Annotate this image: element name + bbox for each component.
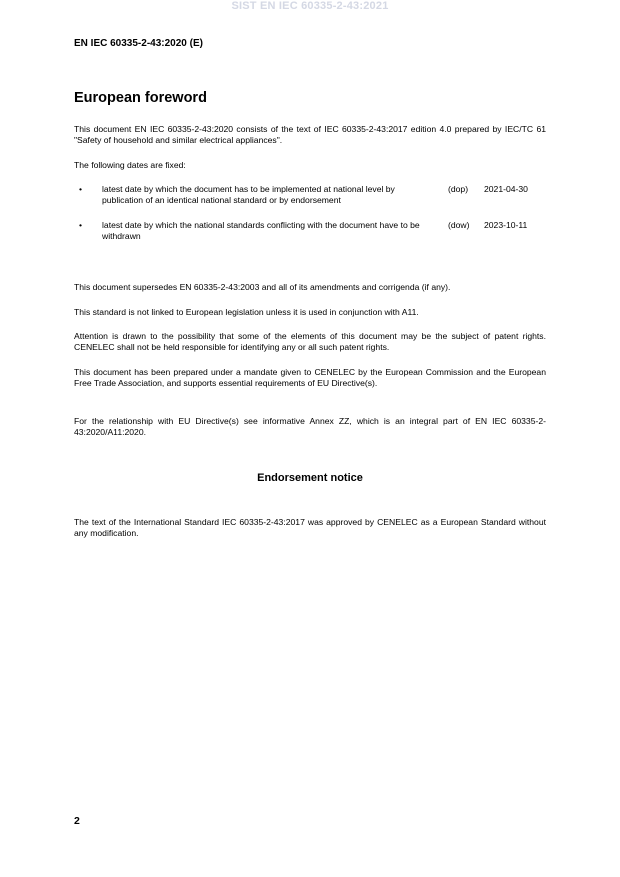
list-item-text: latest date by which the national standards conflicting with the document have to be withdrawn [102,220,420,241]
list-item-text: latest date by which the document has to be implemented at national level by publication of an identical national standard or by endorsement [102,184,395,205]
foreword-paragraph-dates: The following dates are fixed: [74,160,186,170]
foreword-title: European foreword [74,90,207,106]
list-item [74,184,546,220]
foreword-paragraph-legislation: This standard is not linked to European legislation unless it is used in conjunction with A11. [74,307,419,317]
list-item-date: 2023-10-11 [484,220,528,230]
foreword-paragraph-intro: This document EN IEC 60335-2-43:2020 consists of the text of IEC 60335-2-43:2017 edition 4.0 prepared by IEC/TC 61 "Safety of household and similar electrical appliances". [74,124,546,145]
list-item-code: (dow) [448,220,470,230]
dates-list [74,184,546,256]
bullet-icon: • [79,184,83,194]
foreword-paragraph-mandate: This document has been prepared under a mandate given to CENELEC by the European Commission and the European Free Trade Association, and supports essential requirements of EU Directive(s). [74,367,546,388]
watermark: SIST EN IEC 60335-2-43:2021 [231,0,389,12]
document-reference: EN IEC 60335-2-43:2020 (E) [74,38,203,49]
endorsement-paragraph: The text of the International Standard IEC 60335-2-43:2017 was approved by CENELEC as a European Standard without any modification. [74,517,546,538]
endorsement-title: Endorsement notice [257,472,363,484]
list-item [74,220,546,256]
foreword-paragraph-supersedes: This document supersedes EN 60335-2-43:2003 and all of its amendments and corrigenda (if any). [74,282,451,292]
bullet-icon: • [79,220,83,230]
list-item-date: 2021-04-30 [484,184,528,194]
foreword-paragraph-patents: Attention is drawn to the possibility that some of the elements of this document may be the subject of patent rights. CENELEC shall not be held responsible for identifying any or all such patent rights. [74,331,546,352]
foreword-paragraph-annex: For the relationship with EU Directive(s) see informative Annex ZZ, which is an integral part of EN IEC 60335-2-43:2020/A11:2020. [74,416,546,437]
page-number: 2 [74,815,80,827]
list-item-code: (dop) [448,184,469,194]
